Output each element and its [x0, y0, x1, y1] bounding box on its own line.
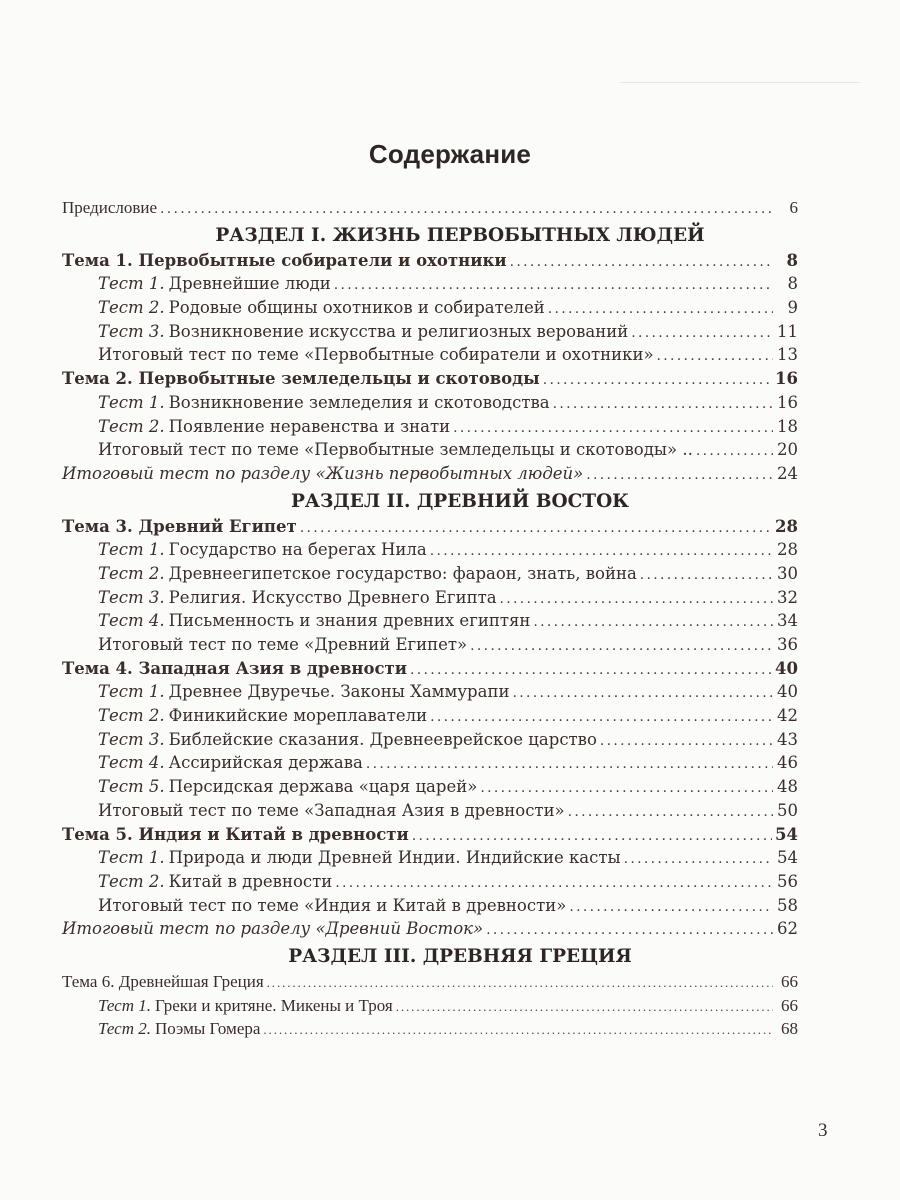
- entry-label: Религия. Искусство Древнего Египта: [168, 587, 497, 607]
- entry-page: 46: [777, 753, 798, 773]
- test-number: Тест 2.: [98, 416, 165, 436]
- test-number: Тест 5.: [98, 777, 165, 797]
- dot-leader: [263, 1018, 773, 1042]
- entry-label: Тема 2. Первобытные земледельцы и скотоводы: [62, 369, 540, 389]
- test-number: Тест 3.: [98, 321, 165, 341]
- toc-test[interactable]: [62, 846, 798, 870]
- toc-test[interactable]: [62, 775, 798, 799]
- test-number: Тест 1.: [98, 682, 165, 702]
- entry-label: Древнее Двуречье. Законы Хаммурапи: [168, 682, 510, 702]
- entry-page: 50: [777, 800, 798, 820]
- toc-theme-1[interactable]: [62, 249, 798, 273]
- entry-page: 28: [775, 516, 798, 536]
- entry-label: Родовые общины охотников и собирателей: [168, 298, 545, 318]
- toc-test[interactable]: [62, 728, 798, 752]
- entry-label: Тема 1. Первобытные собиратели и охотники: [62, 250, 507, 270]
- entry-label: Тема 5. Индия и Китай в древности: [62, 824, 409, 844]
- dot-leader: [600, 730, 773, 754]
- toc-theme-final-test[interactable]: [62, 343, 798, 367]
- entry-label: Возникновение земледелия и скотоводства: [168, 392, 550, 412]
- dot-leader: [267, 971, 773, 995]
- entry-label: Итоговый тест по теме «Западная Азия в древности»: [98, 800, 565, 820]
- page-number: 3: [818, 1120, 828, 1141]
- toc-test[interactable]: [62, 538, 798, 562]
- entry-page: 6: [789, 198, 798, 217]
- entry-page: 28: [777, 540, 798, 560]
- entry-page: 8: [786, 250, 798, 270]
- entry-label: Итоговый тест по теме «Первобытные собиратели и охотники»: [98, 345, 654, 365]
- dot-leader: [335, 872, 773, 896]
- entry-label: Поэмы Гомера: [154, 1019, 261, 1039]
- test-number: Тест 2.: [98, 298, 165, 318]
- dot-leader: [480, 777, 773, 801]
- entry-page: 16: [777, 392, 798, 412]
- test-number: Тест 2.: [98, 871, 165, 891]
- test-number: Тест 1.: [98, 392, 165, 412]
- dot-leader: [696, 440, 773, 464]
- test-number: Тест 1.: [98, 848, 165, 868]
- toc-theme-3[interactable]: [62, 515, 798, 539]
- entry-page: 20: [777, 440, 798, 460]
- test-number: Тест 2.: [98, 1019, 151, 1039]
- toc-test[interactable]: [62, 680, 798, 704]
- entry-page: 43: [777, 729, 798, 749]
- dot-leader: [657, 345, 773, 369]
- entry-page: 48: [777, 777, 798, 797]
- entry-page: 11: [777, 321, 798, 341]
- toc-test[interactable]: [62, 562, 798, 586]
- entry-label: Тема 4. Западная Азия в древности: [62, 658, 408, 678]
- toc-theme-final-test[interactable]: [62, 799, 798, 823]
- toc-theme-2[interactable]: [62, 367, 798, 391]
- test-number: Тест 2.: [98, 706, 165, 726]
- entry-label: Письменность и знания древних египтян: [168, 611, 531, 631]
- test-number: Тест 4.: [98, 753, 165, 773]
- toc-theme-final-test[interactable]: [62, 633, 798, 657]
- entry-page: 30: [777, 563, 798, 583]
- dot-leader: [586, 464, 773, 488]
- entry-label: Итоговый тест по теме «Первобытные земледельцы и скотоводы» ..: [98, 440, 693, 460]
- test-number: Тест 3.: [98, 729, 165, 749]
- entry-page: 54: [775, 824, 798, 844]
- entry-label: Тема 3. Древний Египет: [62, 516, 297, 536]
- entry-page: 24: [777, 463, 798, 483]
- toc-test[interactable]: [62, 586, 798, 610]
- dot-leader: [160, 198, 773, 222]
- toc-test[interactable]: [62, 415, 798, 439]
- entry-label: Тема 6. Древнейшая Греция: [62, 971, 264, 991]
- dot-leader: [553, 393, 773, 417]
- section-heading-1: РАЗДЕЛ I. ЖИЗНЬ ПЕРВОБЫТНЫХ ЛЮДЕЙ: [215, 224, 705, 246]
- entry-label: Итоговый тест по разделу «Жизнь первобытных людей»: [62, 463, 584, 483]
- toc-section-final-test[interactable]: [62, 462, 798, 486]
- dot-leader: [640, 564, 773, 588]
- test-number: Тест 3.: [98, 587, 165, 607]
- toc-test[interactable]: [62, 751, 798, 775]
- toc-section-final-test[interactable]: [62, 917, 798, 941]
- toc-test[interactable]: [62, 320, 798, 344]
- test-number: Тест 1.: [98, 540, 165, 560]
- table-of-contents: [62, 196, 798, 1041]
- toc-theme-5[interactable]: [62, 823, 798, 847]
- show-through-line: [620, 82, 860, 83]
- dot-leader: [486, 919, 773, 943]
- toc-theme-4[interactable]: [62, 657, 798, 681]
- toc-test[interactable]: [62, 704, 798, 728]
- dot-leader: [334, 274, 773, 298]
- toc-test[interactable]: [62, 391, 798, 415]
- dot-leader: [412, 825, 772, 849]
- toc-theme-6[interactable]: [62, 970, 798, 994]
- toc-test[interactable]: [62, 870, 798, 894]
- entry-page: 42: [777, 706, 798, 726]
- entry-page: 40: [775, 658, 798, 678]
- entry-label: Финикийские мореплаватели: [168, 706, 428, 726]
- entry-label: Библейские сказания. Древнееврейское царство: [168, 729, 597, 749]
- entry-page: 32: [777, 587, 798, 607]
- entry-label: Природа и люди Древней Индии. Индийские касты: [168, 848, 621, 868]
- dot-leader: [569, 896, 773, 920]
- dot-leader: [624, 848, 773, 872]
- entry-page: 40: [777, 682, 798, 702]
- dot-leader: [533, 611, 773, 635]
- toc-test[interactable]: [62, 272, 798, 296]
- entry-page: 54: [777, 848, 798, 868]
- entry-page: 62: [777, 919, 798, 939]
- dot-leader: [453, 417, 773, 441]
- entry-label: Персидская держава «царя царей»: [168, 777, 478, 797]
- dot-leader: [512, 682, 773, 706]
- test-number: Тест 2.: [98, 563, 165, 583]
- entry-label: Греки и критяне. Микены и Троя: [154, 995, 393, 1015]
- test-number: Тест 1.: [98, 995, 151, 1015]
- dot-leader: [631, 322, 773, 346]
- entry-page: 18: [777, 416, 798, 436]
- test-number: Тест 1.: [98, 274, 165, 294]
- entry-label: Появление неравенства и знати: [168, 416, 451, 436]
- dot-leader: [396, 995, 773, 1019]
- dot-leader: [470, 635, 773, 659]
- test-number: Тест 4.: [98, 611, 165, 631]
- dot-leader: [410, 659, 772, 683]
- dot-leader: [430, 540, 773, 564]
- entry-page: 66: [781, 971, 798, 991]
- toc-test[interactable]: [62, 609, 798, 633]
- toc-theme-final-test[interactable]: [62, 438, 798, 462]
- entry-label: Итоговый тест по теме «Индия и Китай в древности»: [98, 895, 567, 915]
- entry-page: 9: [787, 298, 798, 318]
- entry-label: Китай в древности: [168, 871, 333, 891]
- dot-leader: [300, 517, 772, 541]
- toc-test[interactable]: [62, 1017, 798, 1041]
- entry-label: Итоговый тест по теме «Древний Египет»: [98, 635, 468, 654]
- entry-page: 13: [777, 345, 798, 365]
- page-title: Содержание: [368, 139, 532, 170]
- entry-page: 34: [777, 611, 798, 631]
- entry-label: Древнейшие люди: [168, 274, 331, 294]
- toc-entry-preface[interactable]: [62, 196, 798, 220]
- entry-label: Древнеегипетское государство: фараон, знать, война: [168, 563, 637, 583]
- dot-leader: [430, 706, 773, 730]
- entry-page: 16: [775, 369, 798, 389]
- entry-label: Ассирийская держава: [168, 753, 363, 773]
- toc-test[interactable]: [62, 994, 798, 1018]
- dot-leader: [510, 251, 773, 275]
- entry-page: 66: [781, 995, 798, 1015]
- entry-label: Возникновение искусства и религиозных верований: [168, 321, 629, 341]
- entry-label: Государство на берегах Нила: [168, 540, 427, 560]
- toc-test[interactable]: [62, 296, 798, 320]
- dot-leader: [366, 753, 773, 777]
- entry-page: 8: [787, 274, 798, 294]
- entry-label: Итоговый тест по разделу «Древний Восток»: [62, 919, 484, 939]
- dot-leader: [500, 588, 773, 612]
- entry-label: Предисловие: [62, 198, 158, 217]
- dot-leader: [568, 801, 773, 825]
- section-heading-2: РАЗДЕЛ II. ДРЕВНИЙ ВОСТОК: [290, 490, 630, 512]
- dot-leader: [543, 369, 772, 393]
- entry-page: 68: [781, 1019, 798, 1039]
- entry-page: 36: [777, 635, 798, 654]
- section-heading-3: РАЗДЕЛ III. ДРЕВНЯЯ ГРЕЦИЯ: [288, 945, 632, 967]
- toc-theme-final-test[interactable]: [62, 894, 798, 918]
- dot-leader: [548, 298, 773, 322]
- entry-page: 58: [777, 895, 798, 915]
- entry-page: 56: [777, 871, 798, 891]
